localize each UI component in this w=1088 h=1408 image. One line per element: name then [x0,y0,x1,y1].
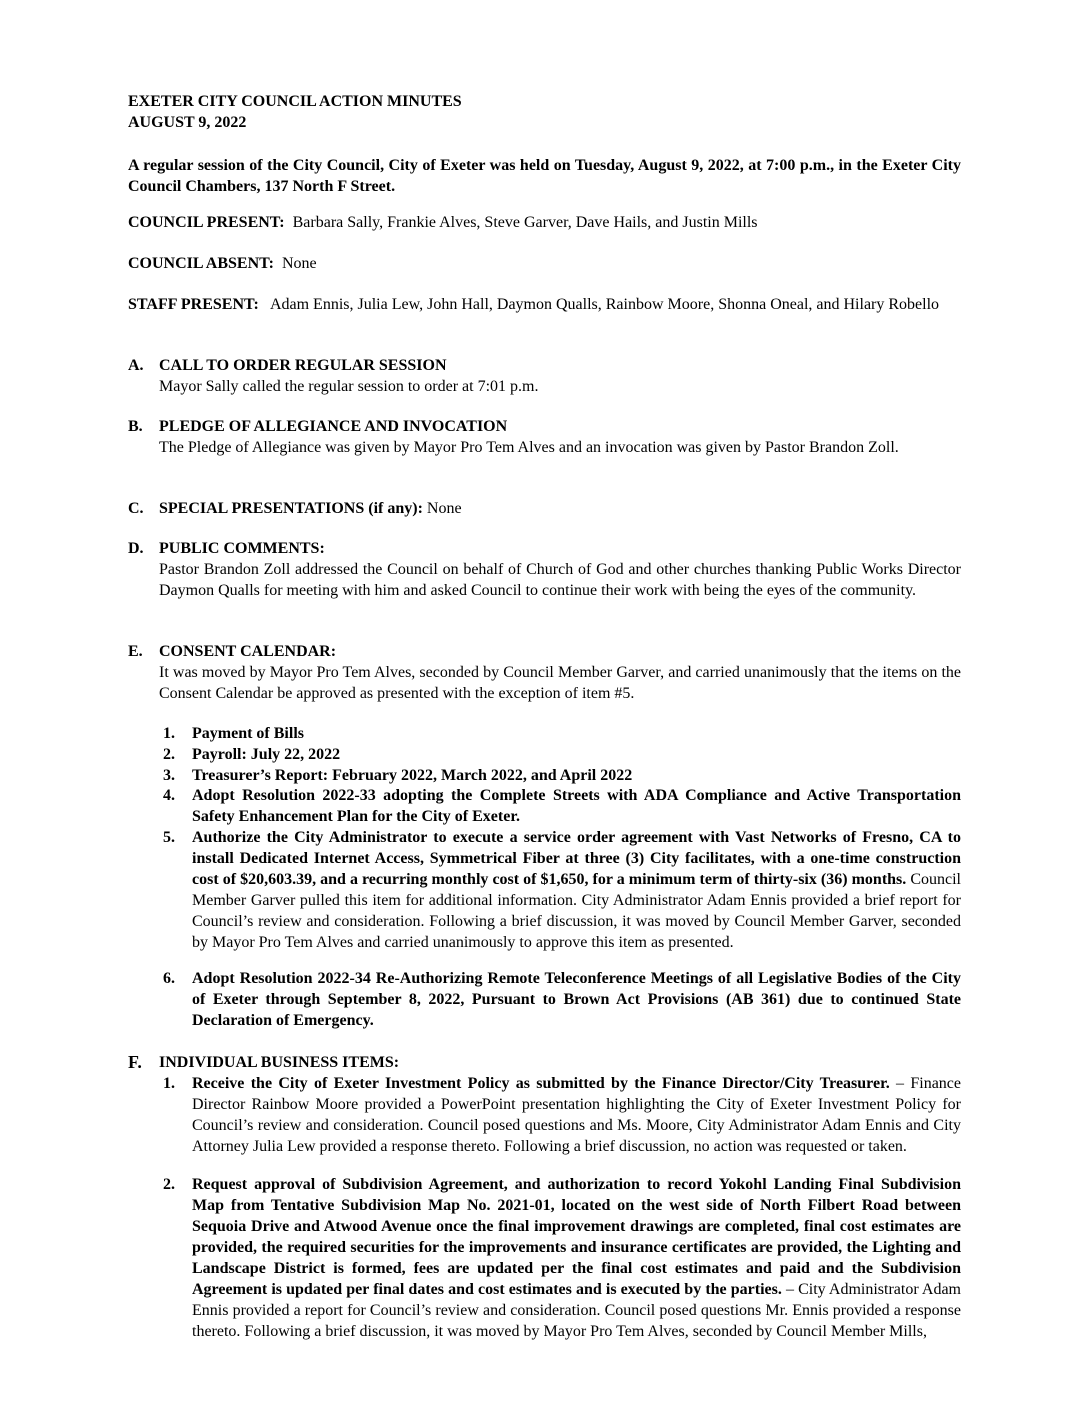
consent-item-6-number: 6. [163,970,175,987]
section-b-letter: B. [128,418,143,435]
consent-item-2-title: Payroll: July 22, 2022 [192,746,341,763]
section-f-title: INDIVIDUAL BUSINESS ITEMS: [159,1054,400,1071]
council-absent-value: None [281,255,317,272]
council-absent-label: COUNCIL ABSENT: [128,255,274,272]
business-item-1 [163,1073,961,1157]
section-d-body: Pastor Brandon Zoll addressed the Council on behalf of Church of God and other churches thanking Public Works Director Daymon Qualls for meeting with him and asked Council to continue their work with being the eyes of the community. [159,561,961,599]
business-item-1-title: Receive the City of Exeter Investment Policy as submitted by the Finance Director/City Treasurer. [192,1075,890,1092]
consent-item-1 [163,723,961,744]
intro-paragraph: A regular session of the City Council, City of Exeter was held on Tuesday, August 9, 2022, at 7:00 p.m., in the Exeter City Council Chambers, 137 North F Street. [128,157,961,195]
section-b [128,416,961,458]
consent-item-6-title: Adopt Resolution 2022-34 Re-Authorizing Remote Teleconference Meetings of all Legislative Bodies of the City of Exeter through September 8, 2022, Pursuant to Brown Act Provisions (AB 361) due to continued State Declaration of Emergency. [192,970,961,1029]
consent-item-2-number: 2. [163,746,175,763]
staff-present-value: Adam Ennis, Julia Lew, John Hall, Daymon Qualls, Rainbow Moore, Shonna Oneal, and Hilary Robello [269,296,940,313]
consent-item-3 [163,765,961,786]
section-f [128,1052,961,1073]
section-a-letter: A. [128,357,144,374]
document-title: EXETER CITY COUNCIL ACTION MINUTES [128,93,462,110]
consent-item-4-title: Adopt Resolution 2022-33 adopting the Complete Streets with ADA Compliance and Active Transportation Safety Enhancement Plan for the City of Exeter. [192,787,961,825]
consent-item-5-title: Authorize the City Administrator to execute a service order agreement with Vast Networks of Fresno, CA to install Dedicated Internet Access, Symmetrical Fiber at three (3) City facilitates, with a one-time construction cost of $20,603.39, and a recurring monthly cost of $1,650, for a minimum term of thirty-six (36) months. [192,829,961,888]
consent-item-3-title: Treasurer’s Report: February 2022, March 2022, and April 2022 [192,767,633,784]
council-present [128,212,961,233]
section-d-letter: D. [128,540,144,557]
business-item-2 [163,1174,961,1342]
business-item-1-number: 1. [163,1075,175,1092]
section-c [128,498,961,519]
section-d-title: PUBLIC COMMENTS: [159,540,325,557]
consent-item-5 [163,827,961,953]
section-c-title: SPECIAL PRESENTATIONS (if any): [159,500,423,517]
section-c-letter: C. [128,500,144,517]
consent-item-2 [163,744,961,765]
consent-item-1-title: Payment of Bills [192,725,304,742]
section-a-body: Mayor Sally called the regular session to order at 7:01 p.m. [159,378,539,395]
section-d [128,538,961,601]
section-f-letter: F. [128,1052,142,1072]
consent-item-4 [163,785,961,827]
staff-present [128,294,961,315]
consent-item-4-number: 4. [163,787,175,804]
section-e [128,641,961,704]
business-item-1-notes: – Finance Director Rainbow Moore provided a PowerPoint presentation highlighting the City of Exeter Investment Policy for Council’s review and consideration. Council posed questions and Ms. Moore, City Administrator Adam Ennis and City Attorney Julia Lew provided a response thereto. Following a brief discussion, no action was requested or taken. [192,1075,961,1155]
consent-item-5-number: 5. [163,829,175,846]
council-present-label: COUNCIL PRESENT: [128,214,285,231]
document-date: AUGUST 9, 2022 [128,114,247,131]
section-c-body: None [426,500,462,517]
document-header [128,91,961,133]
business-item-2-notes: – City Administrator Adam Ennis provided a report for Council’s review and consideration. Council posed questions Mr. Ennis provided a response thereto. Following a brief discussion, it was moved by Mayor Pro Tem Alves, seconded by Council Member Mills, [192,1281,961,1340]
section-e-body: It was moved by Mayor Pro Tem Alves, seconded by Council Member Garver, and carried unanimously that the items on the Consent Calendar be approved as presented with the exception of item #5. [159,664,961,702]
section-b-body: The Pledge of Allegiance was given by Mayor Pro Tem Alves and an invocation was given by Pastor Brandon Zoll. [159,439,899,456]
consent-item-1-number: 1. [163,725,175,742]
section-a [128,355,961,397]
consent-item-5-notes: Council Member Garver pulled this item for additional information. City Administrator Adam Ennis provided a brief report for Council’s review and consideration. Following a brief discussion, it was moved by Council Member Garver, seconded by Mayor Pro Tem Alves and carried unanimously to approve this item as presented. [192,871,962,951]
staff-present-label: STAFF PRESENT: [128,296,259,313]
section-e-letter: E. [128,643,143,660]
consent-item-3-number: 3. [163,767,175,784]
business-item-2-title: Request approval of Subdivision Agreement, and authorization to record Yokohl Landing Final Subdivision Map from Tentative Subdivision Map No. 2021-01, located on the west side of North Filbert Road between Sequoia Drive and Atwood Avenue once the final improvement drawings are completed, final cost estimates are provided, the required securities for the improvements and insurance certificates are provided, the Lighting and Landscape District is formed, fees are updated per the final cost estimates and paid and the Subdivision Agreement is updated per final dates and cost estimates and is executed by the parties. [192,1176,961,1298]
business-item-2-number: 2. [163,1176,175,1193]
consent-item-6 [163,968,961,1031]
council-present-value: Barbara Sally, Frankie Alves, Steve Garver, Dave Hails, and Justin Mills [292,214,758,231]
section-e-title: CONSENT CALENDAR: [159,643,337,660]
council-absent [128,253,961,274]
section-a-title: CALL TO ORDER REGULAR SESSION [159,357,447,374]
section-b-title: PLEDGE OF ALLEGIANCE AND INVOCATION [159,418,508,435]
